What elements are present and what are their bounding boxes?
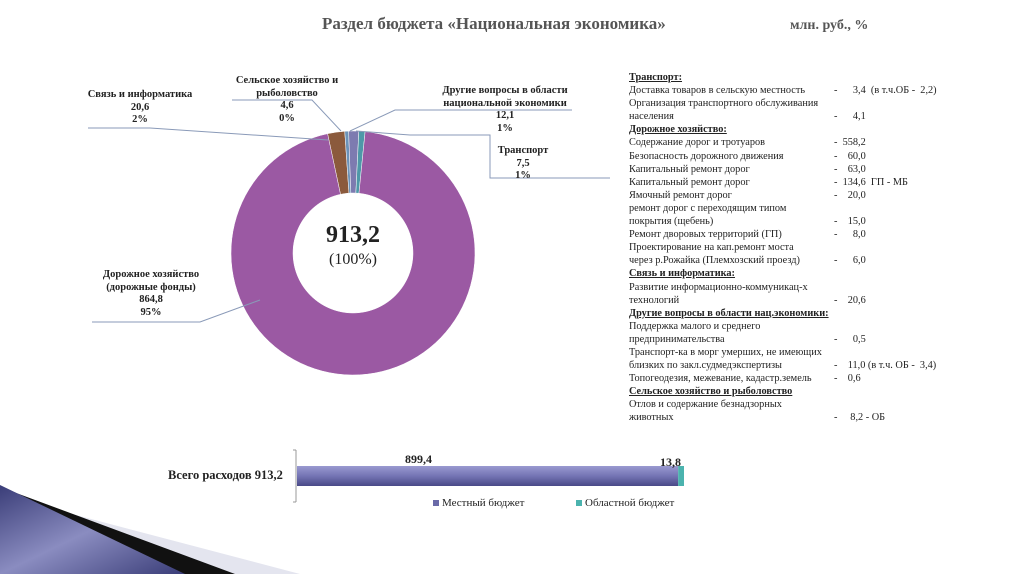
details-text: Топогеодезия, межевание, кадастр.земель: [629, 373, 812, 385]
details-heading: [629, 71, 1009, 84]
details-line: [629, 241, 1009, 254]
details-text: Проектирование на кап.ремонт моста: [629, 242, 794, 254]
pie-label-transport: Транспорт 7,5 1%: [497, 145, 549, 181]
details-line: [629, 228, 1009, 241]
details-line: [629, 333, 1009, 346]
details-heading: [629, 123, 1009, 136]
details-text: Содержание дорог и тротуаров: [629, 137, 765, 149]
details-value: - 8,0: [834, 229, 866, 241]
details-text: предпринимательства: [629, 333, 725, 345]
details-text: близких по закл.судмедэкспертизы: [629, 360, 782, 372]
bar-category-label: Всего расходов 913,2: [168, 468, 283, 482]
details-text: Безопасность дорожного движения: [629, 150, 784, 162]
details-value: - 3,4 (в т.ч.ОБ - 2,2): [834, 85, 937, 97]
details-value: - 0,5: [834, 333, 866, 345]
details-value: - 134,6 ГП - МБ: [834, 176, 908, 188]
details-line: [629, 189, 1009, 202]
units-label: млн. руб., %: [790, 18, 869, 33]
donut-center-total: 913,2: [326, 222, 380, 248]
details-text: Другие вопросы в области нац.экономики:: [629, 307, 829, 319]
details-text: Поддержка малого и среднего: [629, 320, 761, 332]
details-value: - 0,6: [834, 373, 861, 385]
details-line: [629, 294, 1009, 307]
pie-label-svyaz: Связь и информатика 20,6 2%: [87, 89, 193, 125]
page-title: Раздел бюджета «Национальная экономика»: [322, 14, 666, 33]
stacked-bar: [297, 466, 684, 486]
bar-label-regional: 13,8: [660, 455, 681, 469]
details-line: [629, 202, 1009, 215]
details-value: - 8,2 - ОБ: [834, 412, 886, 424]
details-text: технологий: [629, 294, 680, 306]
details-value: - 558,2: [834, 137, 866, 149]
details-text: ремонт дорог с переходящим типом: [629, 202, 787, 214]
decor-wedge-blue: [0, 485, 185, 574]
details-text: населения: [629, 111, 674, 123]
details-value: - 11,0 (в т.ч. ОБ - 3,4): [834, 360, 937, 372]
details-text: Сельское хозяйство и рыболовство: [629, 386, 793, 398]
details-text: Организация транспортного обслуживания: [629, 98, 819, 110]
details-line: [629, 176, 1009, 189]
details-line: [629, 215, 1009, 228]
details-text: через р.Рожайка (Племхозский проезд): [629, 255, 800, 267]
details-heading: [629, 267, 1009, 280]
details-text: Ремонт дворовых территорий (ГП): [629, 229, 782, 241]
pie-label-drugie: Другие вопросы в области национальной экономики 12,1 1%: [442, 85, 568, 134]
details-text: Доставка товаров в сельскую местность: [629, 85, 806, 97]
details-line: [629, 320, 1009, 333]
details-text: Дорожное хозяйство:: [629, 124, 727, 136]
details-text: животных: [629, 412, 674, 424]
donut-center-percent: (100%): [329, 251, 377, 268]
details-line: [629, 254, 1009, 267]
details-line: [629, 97, 1009, 110]
details-line: [629, 163, 1009, 176]
details-text: Связь и информатика:: [629, 268, 735, 280]
details-text: Транспорт:: [629, 72, 683, 83]
details-text: Ямочный ремонт дорог: [629, 189, 732, 201]
legend-swatch: [433, 500, 439, 506]
details-line: [629, 359, 1009, 372]
details-text: Капитальный ремонт дорог: [629, 176, 750, 188]
details-text: Отлов и содержание безнадзорных: [629, 399, 782, 411]
details-value: - 63,0: [834, 163, 866, 175]
legend-local: Местный бюджет: [433, 497, 524, 509]
details-line: [629, 411, 1009, 424]
details-value: - 15,0: [834, 216, 866, 228]
legend-regional: Областной бюджет: [576, 497, 674, 509]
details-text: Капитальный ремонт дорог: [629, 163, 750, 175]
details-line: [629, 136, 1009, 149]
details-line: [629, 398, 1009, 411]
bar-label-local: 899,4: [405, 452, 432, 466]
pie-label-dorozhnoe: Дорожное хозяйство (дорожные фонды) 864,8 95%: [102, 269, 200, 318]
details-value: - 60,0: [834, 150, 866, 162]
details-line: [629, 372, 1009, 385]
pie-label-selskoe: Сельское хозяйство и рыболовство 4,6 0%: [235, 75, 339, 124]
details-heading: [629, 385, 1009, 398]
details-text: Транспорт-ка в морг умерших, не имеющих: [629, 346, 822, 358]
details-list: [629, 71, 1009, 425]
details-line: [629, 150, 1009, 163]
details-value: - 6,0: [834, 255, 866, 267]
details-value: - 20,6: [834, 294, 866, 306]
details-text: Развитие информационно-коммуникац-х: [629, 281, 808, 293]
details-line: [629, 110, 1009, 123]
legend-swatch: [576, 500, 582, 506]
details-line: [629, 84, 1009, 97]
details-value: - 20,0: [834, 189, 866, 201]
details-text: покрытия (щебень): [629, 216, 714, 228]
bar-segment: [297, 466, 678, 486]
details-heading: [629, 307, 1009, 320]
details-line: [629, 346, 1009, 359]
details-value: - 4,1: [834, 111, 866, 123]
details-line: [629, 281, 1009, 294]
